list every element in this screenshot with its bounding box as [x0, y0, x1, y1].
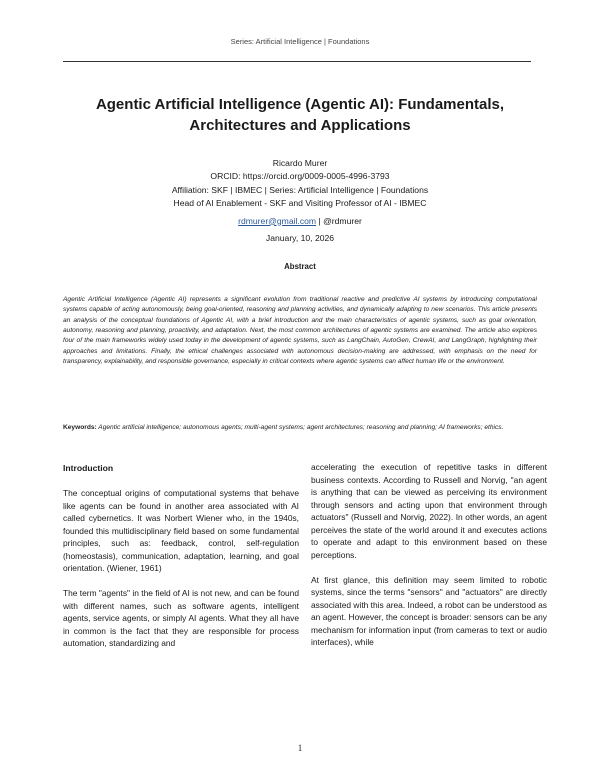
publication-date: January, 10, 2026: [265, 233, 335, 244]
page-number: 1: [297, 743, 303, 753]
abstract-text: Agentic Artificial Intelligence (Agentic AI) represents a significant evolution from traditional reactive and predictive AI systems by introducing computational systems capable of acting autonomously, being goal-oriented, reasoning and planning activities, and dynamically adapting to new scenarios. This article presents an analysis of the conceptual foundations of Agentic AI, with a brief introduction and the main characteristics of agentic systems, such as goal orientation, autonomy, reasoning and planning, proactivity, and adaptation. Next, the most common architectures of agentic systems are examined. The article also explores four of the main frameworks widely used today in the development of agentic systems, such as LangChain, AutoGen, CrewAI, and LangGraph, highlighting their approaches and limitations. Finally, the ethical challenges associated with autonomous decision-making are addressed, with emphasis on the need for transparency, explainability, and responsible governance, especially in critical contexts where agentic systems can affect human life or the environment.: [63, 296, 537, 366]
keywords: [63, 423, 537, 433]
abstract-heading: Abstract: [284, 262, 316, 271]
contact-line: [60, 215, 540, 228]
header-divider: [63, 61, 531, 62]
body-column-right: [311, 461, 547, 661]
body-paragraph: The conceptual origins of computational systems that behave like agents can be found in another area associated with AI called cybernetics. It was Norbert Wiener who, in the 1940s, founded this multidisciplinary field based on some fundamental principles, such as: feedback, control, self-regulation (homeostasis), communication, adaptation, learning, and goal orientation. (Wiener, 1961): [63, 488, 299, 573]
keywords-list: Agentic artificial intelligence; autonomous agents; multi-agent systems; agent architectures; reasoning and planning; AI frameworks; ethics.: [96, 424, 504, 431]
author-email-link[interactable]: rdmurer@gmail.com: [238, 215, 317, 226]
body-paragraph: The term "agents" in the field of AI is not new, and can be found with different names, such as software agents, intelligent agents, service agents, or simply AI agents. What they all have in common is the fact that they are responsible for process automation, standardizing and: [63, 588, 299, 648]
author-handle: | @rdmurer: [316, 215, 362, 226]
body-paragraph: accelerating the execution of repetitive tasks in different business contexts. According to Russell and Norvig, "an agent is anything that can be viewed as perceiving its environment through sensors and acting upon that environment through actuators" (Russell and Norvig, 2022). In other words, an agent perceives the state of the world around it and executes actions to operate and adapt to this environment based on these perceptions.: [311, 462, 547, 560]
author-affiliation: Affiliation: SKF | IBMEC | Series: Artificial Intelligence | Foundations: [171, 184, 429, 195]
body-paragraph: At first glance, this definition may seem limited to robotic systems, since the terms "sensors" and "actuators" are directly associated with this area. Indeed, a robot can be understood as an agent. However, the concept is broader: sensors can be any mechanism for information input (from cameras to text or audio interfaces), while: [311, 574, 547, 647]
section-heading-introduction: Introduction: [63, 463, 114, 473]
author-position: Head of AI Enablement - SKF and Visiting Professor of AI - IBMEC: [173, 198, 427, 209]
body-column-left: [63, 462, 299, 662]
paper-title: Agentic Artificial Intelligence (Agentic AI): Fundamentals, Architectures and Applications: [95, 96, 505, 134]
running-header: Series: Artificial Intelligence | Foundations: [230, 37, 370, 46]
author-orcid: ORCID: https://orcid.org/0009-0005-4996-3793: [210, 171, 390, 182]
keywords-label: Keywords:: [63, 424, 97, 431]
author-name: Ricardo Murer: [272, 158, 328, 168]
author-block: [60, 157, 540, 245]
